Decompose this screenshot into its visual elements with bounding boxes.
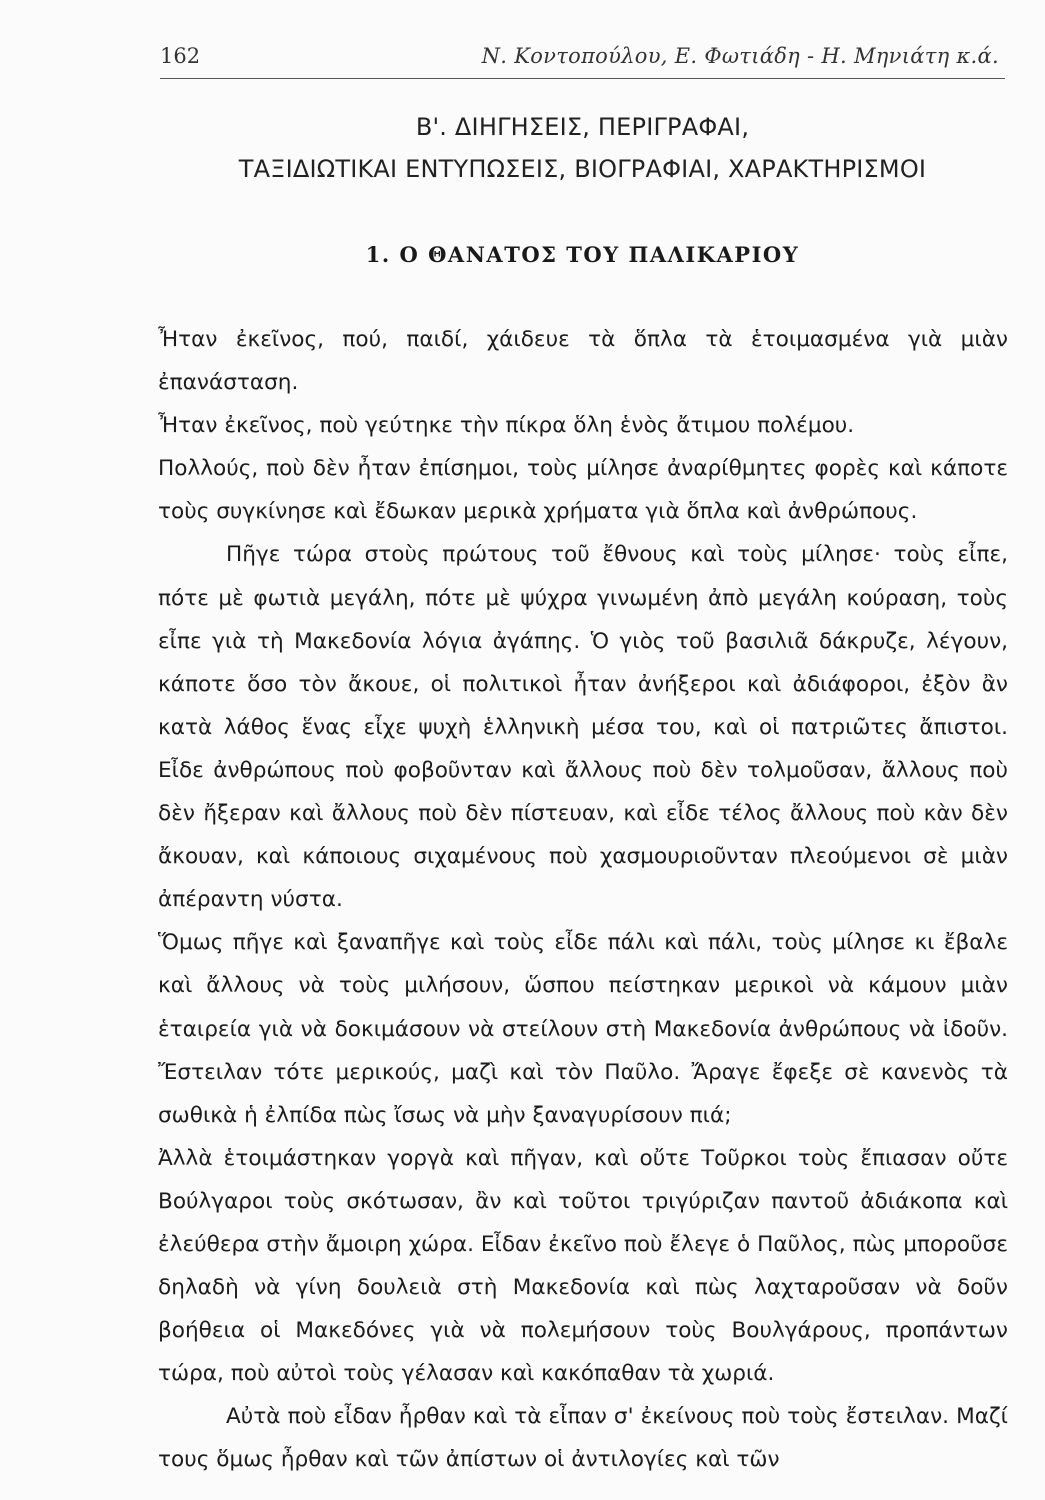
paragraph-4: Πῆγε τώρα στοὺς πρώτους τοῦ ἔθνους καὶ τοὺς μίλησε· τοὺς εἶπε, πότε μὲ φωτιὰ μεγάλη, πότε μὲ ψύχρα γινωμένη ἀπὸ μεγάλη κούραση, τοὺς εἶπε γιὰ τὴ Μακεδονία λόγια ἀγάπης. Ὁ γιὸς τοῦ βασιλιᾶ δάκρυζε, λέγουν, κάποτε ὅσο τὸν ἄκουε, οἱ πολιτικοὶ ἦταν ἀνήξεροι καὶ ἀδιάφοροι, ἐξὸν ἂν κατὰ λάθος ἕνας εἶχε ψυχὴ ἑλληνικὴ μέσα του, καὶ οἱ πατριῶτες ἄπιστοι. Εἶδε ἀνθρώπους ποὺ φοβοῦνταν καὶ ἄλλους ποὺ δὲν τολμοῦσαν, ἄλλους ποὺ δὲν ἤξεραν καὶ ἄλλους ποὺ δὲν πίστευαν, καὶ εἶδε τέλος ἄλλους ποὺ κὰν δὲν ἄκουαν, καὶ κάποιους σιχαμένους ποὺ χασμουριοῦνταν πλεούμενοι σὲ μιὰν ἀπέραντη νύστα. <box>158 542 1008 913</box>
page-number: 162 <box>160 44 201 68</box>
paragraph-2: Ἦταν ἐκεῖνος, ποὺ γεύτηκε τὴν πίκρα ὅλη ἑνὸς ἄτιμου πολέμου. <box>158 413 855 439</box>
paragraph-3: Πολλούς, ποὺ δὲν ἦταν ἐπίσημοι, τοὺς μίλησε ἀναρίθμητες φορὲς καὶ κάποτε τοὺς συγκίνησε καὶ ἔδωκαν μερικὰ χρήματα γιὰ ὅπλα καὶ ἀνθρώπους. <box>158 456 1008 525</box>
paragraph-1: Ἦταν ἐκεῖνος, πού, παιδί, χάιδευε τὰ ὅπλα τὰ ἑτοιμασμένα γιὰ μιὰν ἐπανάσταση. <box>158 327 1008 396</box>
section-title-line-1: Β'. ΔΙΗΓΗΣΕΙΣ, ΠΕΡΙΓΡΑΦΑΙ, <box>415 113 750 141</box>
paragraph-7: Αὐτὰ ποὺ εἶδαν ἦρθαν καὶ τὰ εἶπαν σ' ἐκείνους ποὺ τοὺς ἔστειλαν. Μαζί τους ὅμως ἦρθαν καὶ τῶν ἀπίστων οἱ ἀντιλογίες καὶ τῶν <box>158 1404 1008 1473</box>
section-title-line-2: ΤΑΞΙΔΙΩΤΙΚΑΙ ΕΝΤΥΠΩΣΕΙΣ, ΒΙΟΓΡΑΦΙΑΙ, ΧΑΡΑΚΤΗΡΙΣΜΟΙ <box>238 155 927 183</box>
paragraph-5: Ὅμως πῆγε καὶ ξαναπῆγε καὶ τοὺς εἶδε πάλι καὶ πάλι, τοὺς μίλησε κι ἔβαλε καὶ ἄλλους νὰ τοὺς μιλήσουν, ὥσπου πείστηκαν μερικοὶ νὰ κάμουν μιὰν ἑταιρεία γιὰ νὰ δοκιμάσουν νὰ στείλουν στὴ Μακεδονία ἀνθρώπους νὰ ἰδοῦν. Ἔστειλαν τότε μερικούς, μαζὶ καὶ τὸν Παῦλο. Ἄραγε ἔφεξε σὲ κανενὸς τὰ σωθικὰ ἡ ἐλπίδα πὼς ἴσως νὰ μὴν ξαναγυρίσουν πιά; <box>158 930 1008 1128</box>
running-header-authors: Ν. Κοντοπούλου, Ε. Φωτιάδη - Η. Μηνιάτη κ.ά. <box>481 44 999 68</box>
chapter-title: 1. Ο ΘΑΝΑΤΟΣ ΤΟΥ ΠΑΛΙΚΑΡΙΟΥ <box>365 242 800 267</box>
body-text <box>158 318 1008 1482</box>
paragraph-6: Ἀλλὰ ἑτοιμάστηκαν γοργὰ καὶ πῆγαν, καὶ οὔτε Τοῦρκοι τοὺς ἔπιασαν οὔτε Βούλγαροι τοὺς σκότωσαν, ἂν καὶ τοῦτοι τριγύριζαν παντοῦ ἀδιάκοπα καὶ ἐλεύθερα στὴν ἄμοιρη χώρα. Εἶδαν ἐκεῖνο ποὺ ἔλεγε ὁ Παῦλος, πὼς μποροῦσε δηλαδὴ νὰ γίνη δουλειὰ στὴ Μακεδονία καὶ πὼς λαχταροῦσαν νὰ δοῦν βοήθεια οἱ Μακεδόνες γιὰ νὰ πολεμήσουν τοὺς Βουλγάρους, προπάντων τώρα, ποὺ αὐτοὶ τοὺς γέλασαν καὶ κακόπαθαν τὰ χωριά. <box>158 1145 1008 1387</box>
running-header <box>160 38 1005 79</box>
